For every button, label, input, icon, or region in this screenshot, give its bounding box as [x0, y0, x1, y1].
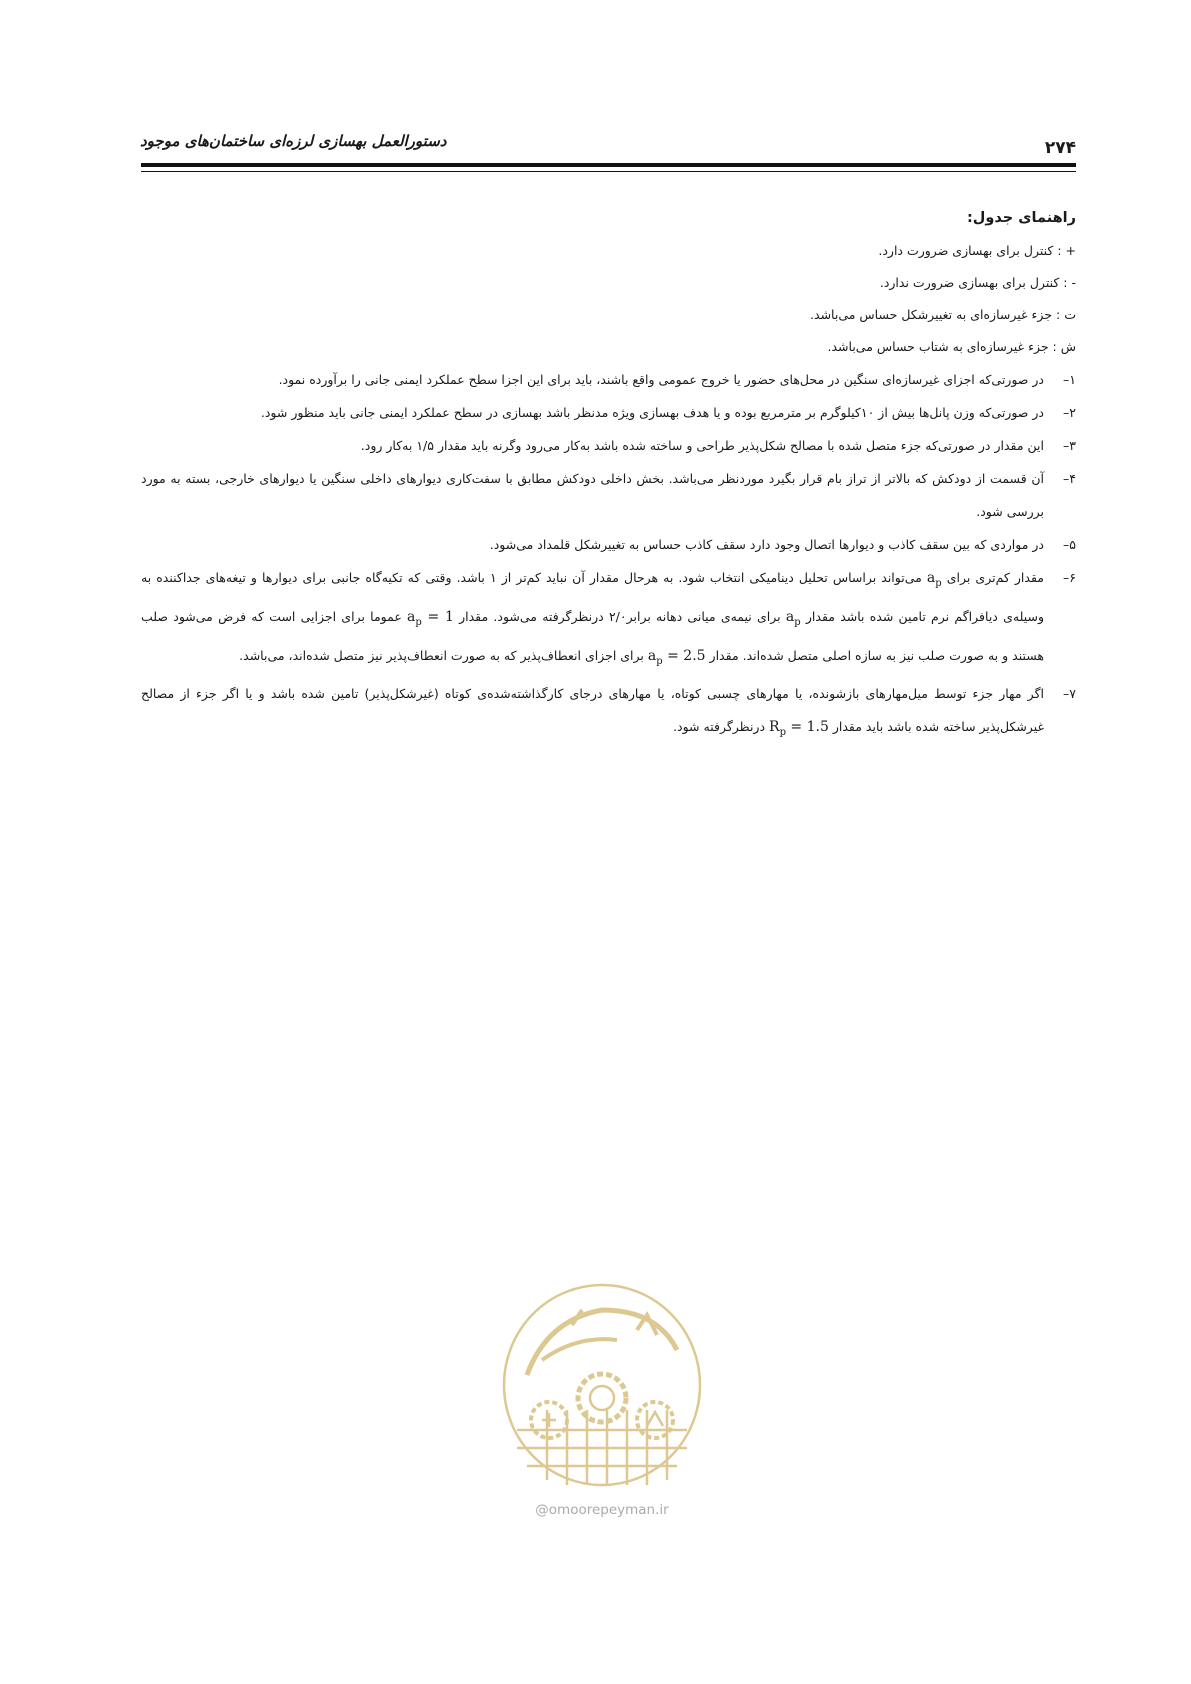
seal-icon	[487, 1280, 717, 1495]
note-number: ۶–	[1063, 570, 1076, 585]
math-ap-eq-1	[407, 608, 454, 628]
legend-item: ش : جزء غیرسازه‌ای به شتاب حساس می‌باشد.	[827, 339, 1076, 354]
legend-item: ت : جزء غیرسازه‌ای به تغییرشکل حساس می‌باشد.	[810, 307, 1076, 322]
note-text: در صورتی‌که وزن پانل‌ها بیش از ۱۰کیلوگرم بر مترمربع بوده و یا هدف بهسازی ویژه مدنظر باشد بهسازی در سطح عملکرد ایمنی جانی باید منظور شود.	[260, 405, 1044, 420]
note-number: ۳–	[1063, 438, 1076, 453]
note-text-part: برای نیمه‌ی میانی دهانه برابر۲/۰ درنظرگرفته می‌شود. مقدار	[459, 608, 781, 624]
note-item	[141, 363, 1076, 396]
note-text-part: اگر مهار جزء توسط میل‌مهارهای بازشونده، یا مهارهای چسبی کوتاه، یا مهارهای درجای کارگذاشته‌شده‌ی کوتاه (غیرشکل‌پذیر) تامین شده باشد و یا اگر جزء از مصالح غیرشکل‌پذیر ساخته شده باشد باید مقدار	[141, 686, 1044, 735]
note-text: آن قسمت از دودکش که بالاتر از تراز بام قرار بگیرد موردنظر می‌باشد. بخش داخلی دودکش مطابق با سفت‌کاری دیوارهای داخلی سنگین یا دیوارهای خارجی، بسته به مورد بررسی شود.	[141, 471, 1044, 519]
note-text	[141, 677, 1044, 749]
math-subscript: p	[935, 577, 942, 589]
math-ap-eq-2-5	[647, 647, 706, 667]
math-equation: = 1.5	[790, 719, 829, 736]
note-number: ۱–	[1063, 372, 1076, 387]
math-ap	[926, 570, 942, 589]
math-symbol: a	[647, 647, 657, 664]
note-text-part: مقدار کم‌تری برای	[946, 570, 1044, 585]
note-text-part: می‌تواند براساس تحلیل دینامیکی انتخاب شود. به هرحال مقدار آن نباید کم‌تر از ۱ باشد. وقتی که تکیه‌گاه جانبی برای دیوارها و تیغه‌های جداکننده به وسیله‌ی دیافراگم نرم تامین شده باشد مقدار	[141, 570, 1044, 624]
note-item	[141, 528, 1076, 561]
note-number: ۵–	[1063, 537, 1076, 552]
math-subscript: p	[656, 655, 663, 667]
header-rule-thick	[141, 163, 1076, 167]
note-text: در مواردی که بین سقف کاذب و دیوارها اتصال وجود دارد سقف کاذب حساس به تغییرشکل قلمداد می‌شود.	[489, 537, 1044, 552]
note-number: ۲–	[1063, 405, 1076, 420]
math-subscript: p	[779, 727, 786, 739]
math-ap	[785, 608, 801, 628]
note-text-part: عموما برای اجزایی است که فرض می‌شود صلب هستند و به صورت صلب نیز به سازه اصلی متصل شده‌اند. مقدار	[141, 608, 1044, 663]
note-text: در صورتی‌که اجزای غیرسازه‌ای سنگین در محل‌های حضور یا خروج عمومی واقع باشند، باید برای این اجزا سطح عملکرد ایمنی جانی را برآورده نمود.	[278, 372, 1044, 387]
watermark-caption: @omoorepeyman.ir	[535, 1502, 669, 1518]
math-rp-eq-1-5	[769, 719, 829, 739]
running-header-title: دستورالعمل بهسازی لرزه‌ای ساختمان‌های موجود	[140, 132, 447, 150]
math-symbol: a	[785, 608, 795, 625]
watermark-logo	[487, 1280, 717, 1550]
note-number: ۴–	[1063, 471, 1076, 486]
math-symbol: a	[407, 608, 416, 625]
note-text-part: درنظرگرفته شود.	[673, 719, 766, 735]
legend-item: - : کنترل برای بهسازی ضرورت ندارد.	[879, 275, 1076, 290]
legend-item: + : کنترل برای بهسازی ضرورت دارد.	[878, 243, 1076, 258]
note-item-7	[141, 677, 1076, 749]
math-subscript: p	[415, 616, 422, 628]
page-number: ۲۷۴	[1044, 138, 1076, 158]
note-text	[141, 561, 1044, 677]
math-symbol: a	[926, 570, 936, 586]
note-text-part: برای اجزای انعطاف‌پذیر که به صورت انعطاف‌پذیر نیز متصل شده‌اند، می‌باشد.	[239, 647, 644, 663]
legend-title: راهنمای جدول:	[966, 210, 1076, 226]
math-equation: = 1	[427, 608, 454, 625]
note-number: ۷–	[1063, 686, 1076, 702]
page-content	[141, 210, 1076, 749]
header-rule-thin	[141, 171, 1076, 172]
math-subscript: p	[794, 616, 801, 628]
math-symbol: R	[769, 719, 780, 736]
note-item-6	[141, 561, 1076, 677]
note-item	[141, 462, 1076, 528]
note-text: این مقدار در صورتی‌که جزء متصل شده با مصالح شکل‌پذیر طراحی و ساخته شده باشد به‌کار می‌رود وگرنه باید مقدار ۱/۵ به‌کار رود.	[360, 438, 1044, 453]
note-item	[141, 396, 1076, 429]
note-item	[141, 429, 1076, 462]
math-equation: = 2.5	[667, 647, 706, 664]
